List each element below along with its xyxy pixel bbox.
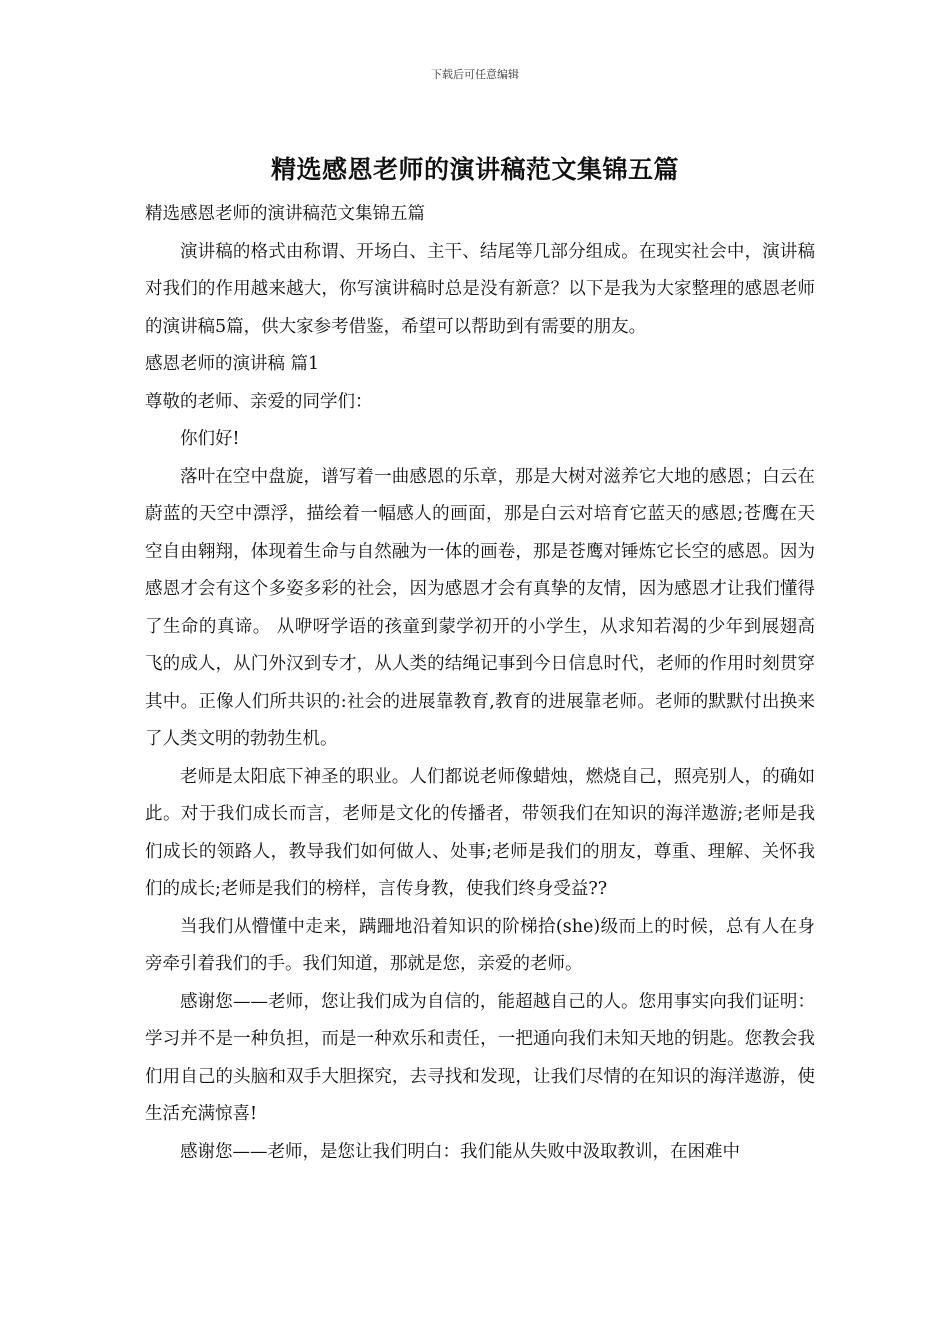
- page-header-note: 下载后可任意编辑: [431, 68, 519, 81]
- body-paragraph: 当我们从懵懂中走来，蹒跚地沿着知识的阶梯拾(she)级而上的时候，总有人在身旁牵引着我们的手。我们知道，那就是您，亲爱的老师。: [145, 916, 815, 974]
- intro-paragraph: 演讲稿的格式由称谓、开场白、主干、结尾等几部分组成。在现实社会中，演讲稿对我们的作用越来越大，你写演讲稿时总是没有新意？以下是我为大家整理的感恩老师的演讲稿5篇，供大家参考借鉴，希望可以帮助到有需要的朋友。: [145, 241, 815, 337]
- document-body: [145, 196, 815, 1171]
- subtitle-line: 精选感恩老师的演讲稿范文集锦五篇: [145, 204, 425, 224]
- document-title: 精选感恩老师的演讲稿范文集锦五篇: [270, 155, 679, 184]
- body-paragraph: 感谢您——老师，您让我们成为自信的，能超越自己的人。您用事实向我们证明：学习并不是一种负担，而是一种欢乐和责任，一把通向我们未知天地的钥匙。您教会我们用自己的头脑和双手大胆探究，去寻找和发现，让我们尽情的在知识的海洋遨游，使生活充满惊喜!: [145, 991, 815, 1124]
- salutation: 尊敬的老师、亲爱的同学们：: [145, 391, 373, 412]
- greeting: 你们好!: [180, 429, 240, 449]
- section-heading: 感恩老师的演讲稿 篇1: [145, 354, 320, 374]
- body-paragraph: 老师是太阳底下神圣的职业。人们都说老师像蜡烛，燃烧自己，照亮别人，的确如此。对于我们成长而言，老师是文化的传播者，带领我们在知识的海洋遨游;老师是我们成长的领路人，教导我们如何做人、处事;老师是我们的朋友，尊重、理解、关怀我们的成长;老师是我们的榜样，言传身教，使我们终身受益??: [145, 766, 815, 899]
- body-paragraph: 感谢您——老师，是您让我们明白：我们能从失败中汲取教训，在困难中: [180, 1141, 740, 1162]
- body-paragraph: 落叶在空中盘旋，谱写着一曲感恩的乐章，那是大树对滋养它大地的感恩；白云在蔚蓝的天空中漂浮，描绘着一幅感人的画面，那是白云对培育它蓝天的感恩;苍鹰在天空自由翱翔，体现着生命与自然融为一体的画卷，那是苍鹰对锤炼它长空的感恩。因为感恩才会有这个多姿多彩的社会，因为感恩才会有真挚的友情，因为感恩才让我们懂得了生命的真谛。 从咿呀学语的孩童到蒙学初开的小学生，从求知若渴的少年到展翅高飞的成人，从门外汉到专才，从人类的结绳记事到今日信息时代，老师的作用时刻贯穿其中。正像人们所共识的:社会的进展靠教育,教育的进展靠老师。老师的默默付出换来了人类文明的勃勃生机。: [145, 466, 815, 749]
